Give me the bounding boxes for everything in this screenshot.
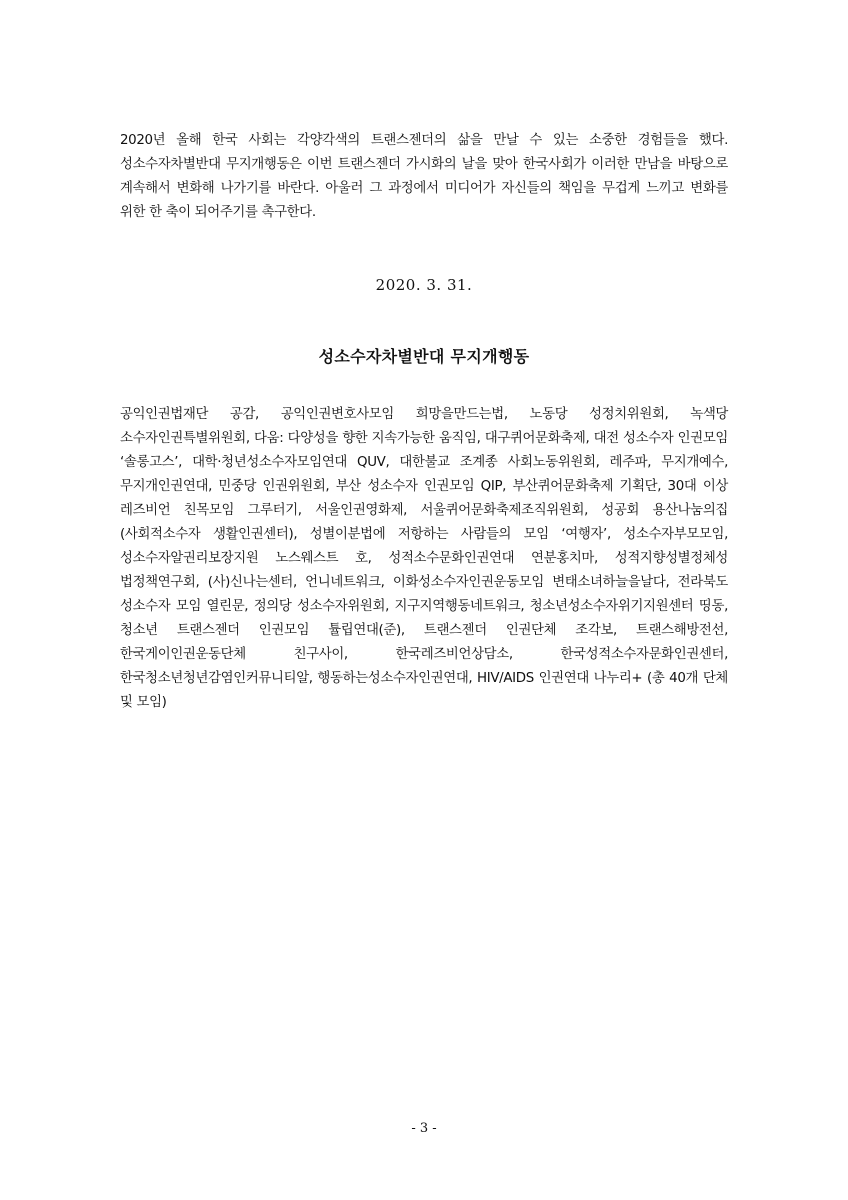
organization-title: 성소수자차별반대 무지개행동 <box>318 347 530 366</box>
signatories-paragraph: 공익인권법재단 공감, 공익인권변호사모임 희망을만드는법, 노동당 성정치위원회, 녹색당 소수자인권특별위원회, 다움: 다양성을 향한 지속가능한 움직임, 대구퀴어문화축제, 대전 성소수자 인권모임 ‘솔롱고스’, 대학·청년성소수자모임연대 QUV, 대한불교 조계종 사회노동위원회, 레주파, 무지개예수, 무지개인권연대, 민중당 인권위원회, 부산 성소수자 인권모임 QIP, 부산퀴어문화축제 기획단, 30대 이상 레즈비언 친목모임 그루터기, 서울인권영화제, 서울퀴어문화축제조직위원회, 성공회 용산나눔의집(사회적소수자 생활인권센터), 성별이분법에 저항하는 사람들의 모임 ‘여행자’, 성소수자부모모임, 성소수자알권리보장지원 노스웨스트 호, 성적소수문화인권연대 연분홍치마, 성적지향성별정체성 법정책연구회, (사)신나는센터, 언니네트워크, 이화성소수자인권운동모임 변태소녀하늘을날다, 전라북도 성소수자 모임 열린문, 정의당 성소수자위원회, 지구지역행동네트워크, 청소년성소수자위기지원센터 띵동, 청소년 트랜스젠더 인권모임 튤립연대(준), 트랜스젠더 인권단체 조각보, 트랜스해방전선, 한국게이인권운동단체 친구사이, 한국레즈비언상담소, 한국성적소수자문화인권센터, 한국청소년청년감염인커뮤니티알, 행동하는성소수자인권연대, HIV/AIDS 인권연대 나누리+ (총 40개 단체 및 모임) <box>120 407 728 710</box>
page-number: - 3 - <box>411 1121 437 1136</box>
intro-paragraph: 2020년 올해 한국 사회는 각양각색의 트랜스젠더의 삶을 만날 수 있는 소중한 경험들을 했다. 성소수자차별반대 무지개행동은 이번 트랜스젠더 가시화의 날을 맞아 한국사회가 이러한 만남을 바탕으로 계속해서 변화해 나가기를 바란다. 아울러 그 과정에서 미디어가 자신들의 책임을 무겁게 느끼고 변화를 위한 한 축이 되어주기를 촉구한다. <box>120 133 728 220</box>
statement-date: 2020. 3. 31. <box>375 276 473 294</box>
